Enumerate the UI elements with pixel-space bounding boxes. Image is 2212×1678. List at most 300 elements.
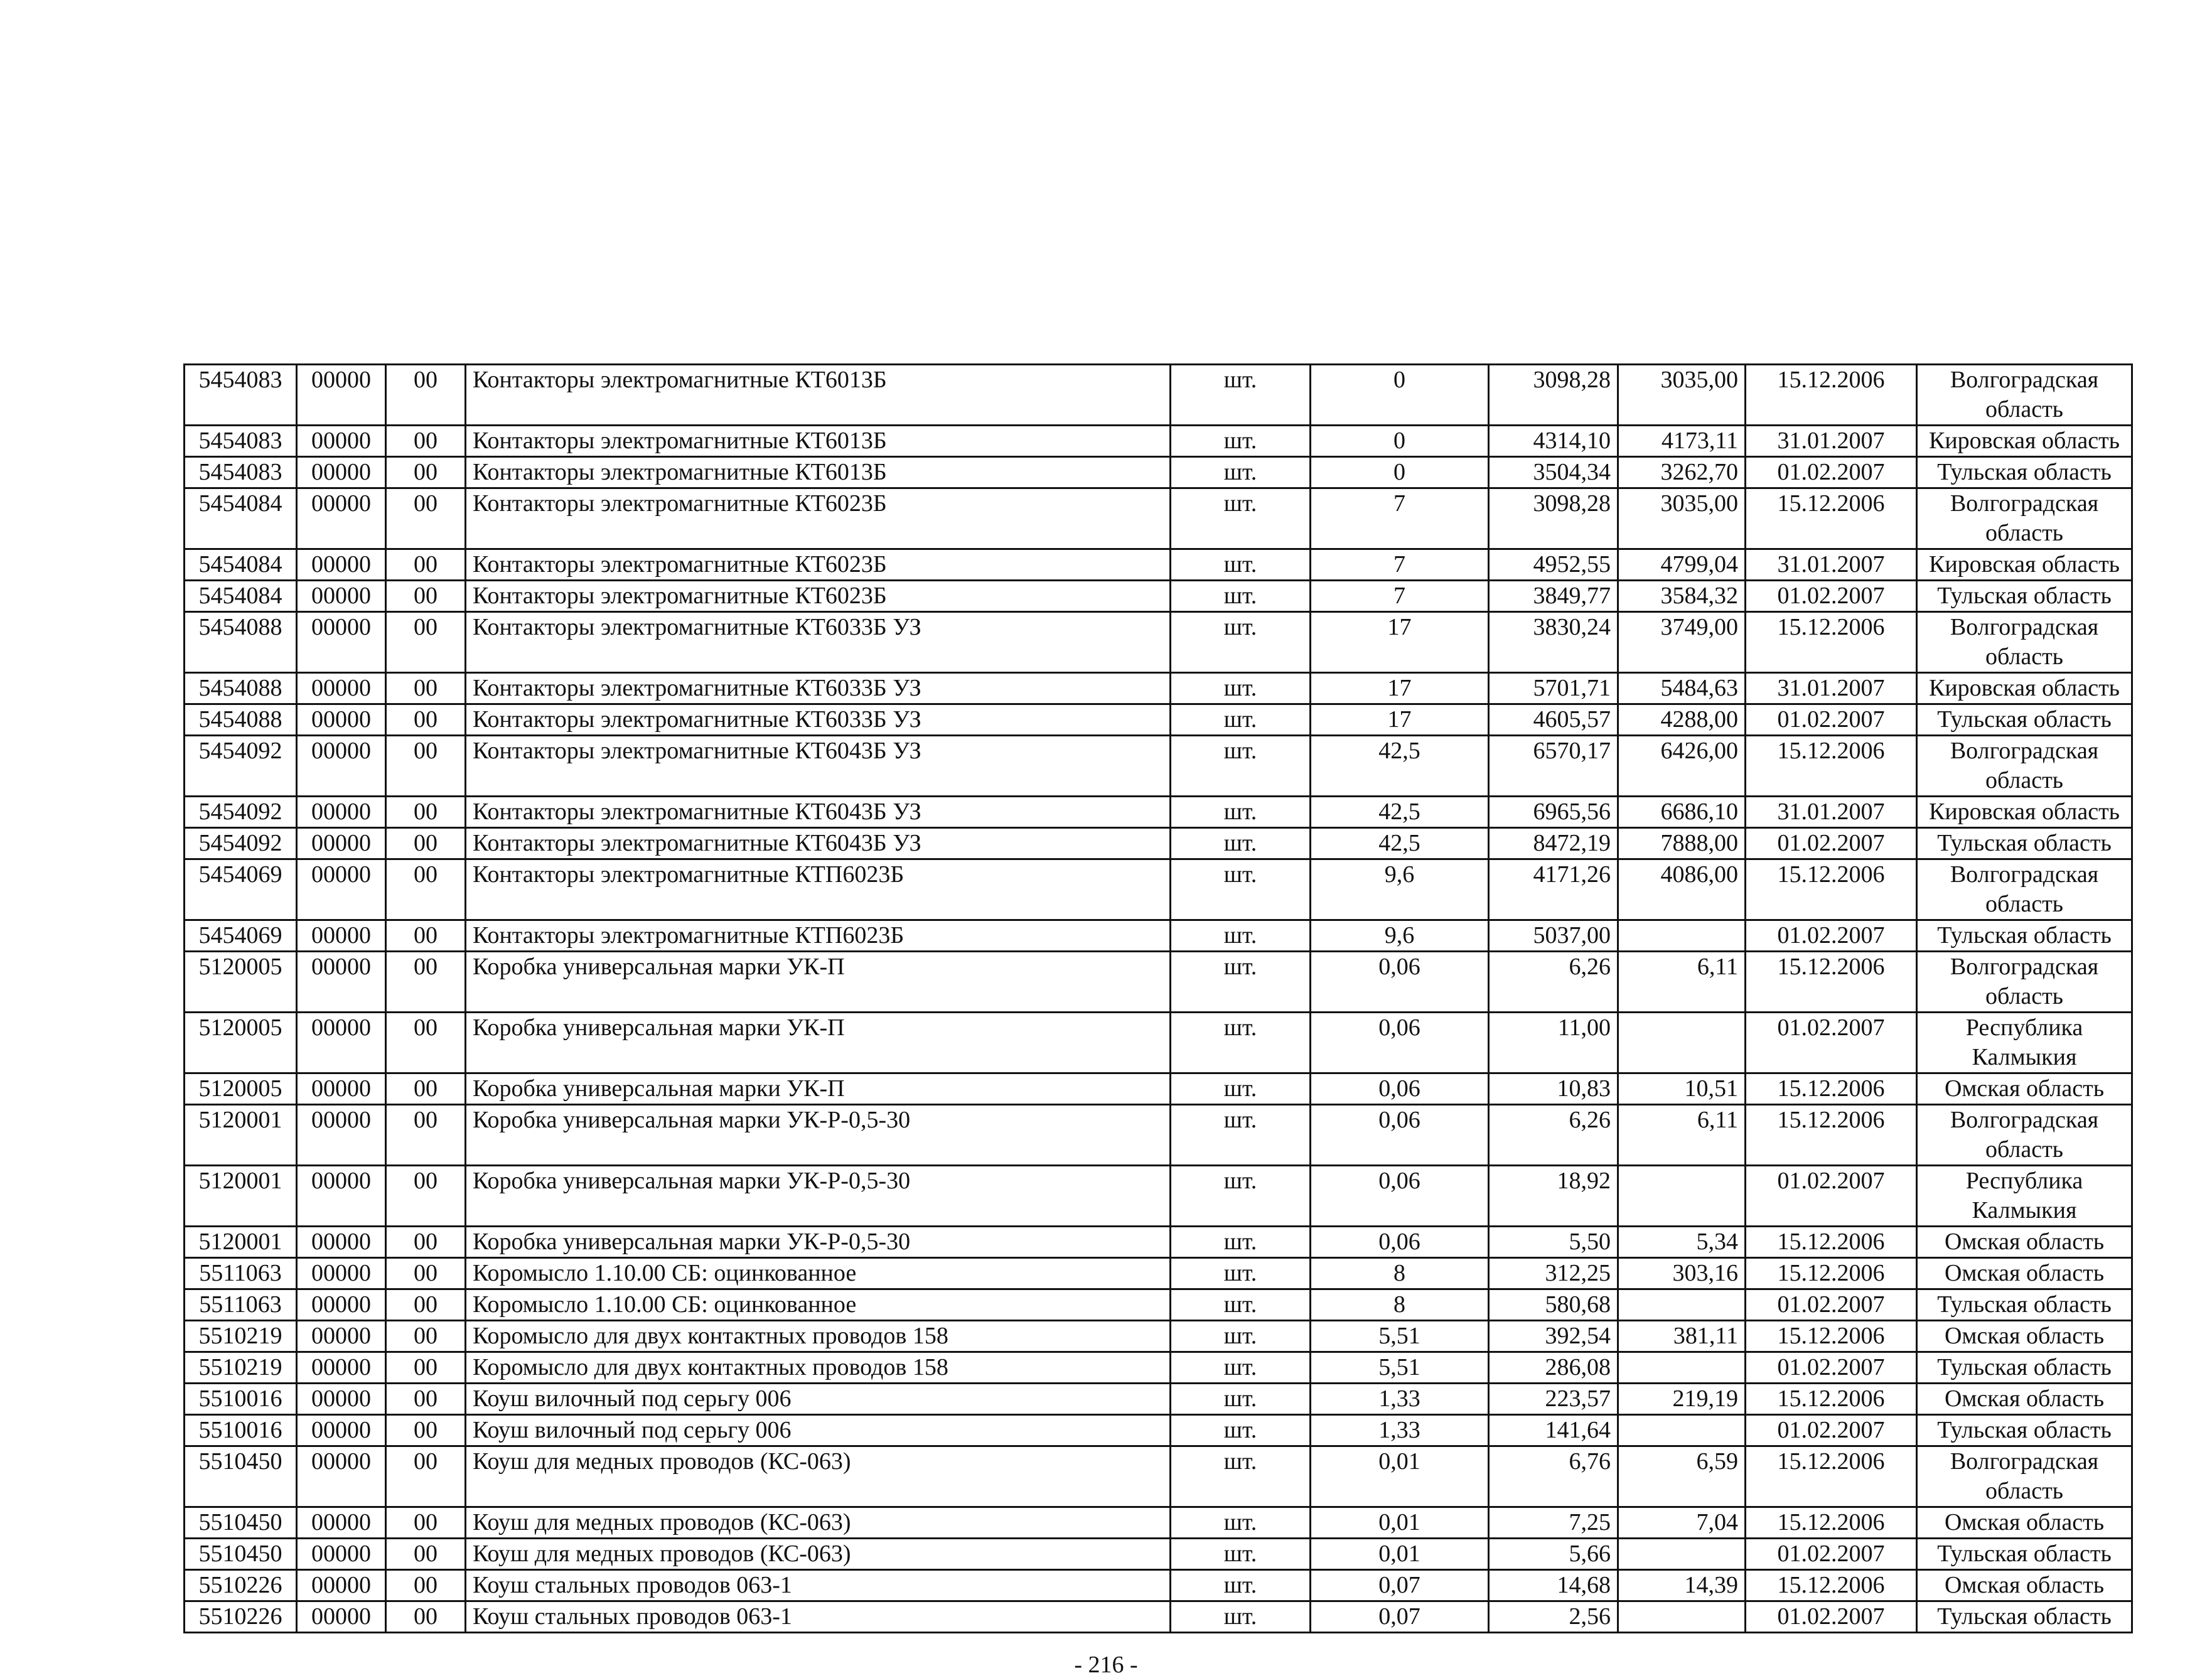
material-code-cell: 5511063 — [185, 1258, 297, 1289]
region-cell: Омская область — [1917, 1507, 2132, 1539]
table-row — [185, 1384, 2132, 1415]
table-row — [185, 736, 2132, 797]
price-alt-cell: 4288,00 — [1618, 704, 1746, 736]
material-code-cell: 5510016 — [185, 1415, 297, 1446]
region-cell: Волгоградская область — [1917, 612, 2132, 673]
group-code-cell: 00 — [386, 1258, 466, 1289]
group-code-cell: 00 — [386, 704, 466, 736]
subcode-cell: 00000 — [297, 1013, 386, 1073]
material-code-cell: 5454083 — [185, 365, 297, 426]
unit-cell: шт. — [1171, 1352, 1311, 1384]
date-cell: 15.12.2006 — [1746, 1105, 1917, 1166]
price-alt-cell — [1618, 1352, 1746, 1384]
price-cell: 7,25 — [1489, 1507, 1618, 1539]
date-cell: 01.02.2007 — [1746, 1539, 1917, 1570]
region-cell: Тульская область — [1917, 1601, 2132, 1633]
weight-cell: 1,33 — [1311, 1384, 1489, 1415]
date-cell: 01.02.2007 — [1746, 1352, 1917, 1384]
material-code-cell: 5510016 — [185, 1384, 297, 1415]
region-cell: Тульская область — [1917, 704, 2132, 736]
item-name-cell: Контакторы электромагнитные КТ6023Б — [466, 581, 1171, 612]
region-cell: Кировская область — [1917, 797, 2132, 828]
material-code-cell: 5120005 — [185, 1073, 297, 1105]
table-row — [185, 1570, 2132, 1601]
region-cell: Омская область — [1917, 1258, 2132, 1289]
price-alt-cell — [1618, 1539, 1746, 1570]
price-cell: 4314,10 — [1489, 426, 1618, 457]
table-row — [185, 1258, 2132, 1289]
weight-cell: 0 — [1311, 457, 1489, 488]
date-cell: 31.01.2007 — [1746, 549, 1917, 581]
subcode-cell: 00000 — [297, 1601, 386, 1633]
group-code-cell: 00 — [386, 1105, 466, 1166]
subcode-cell: 00000 — [297, 426, 386, 457]
group-code-cell: 00 — [386, 426, 466, 457]
price-alt-cell: 3749,00 — [1618, 612, 1746, 673]
item-name-cell: Контакторы электромагнитные КТ6033Б УЗ — [466, 673, 1171, 704]
region-cell: Республика Калмыкия — [1917, 1013, 2132, 1073]
table-row — [185, 859, 2132, 920]
price-cell: 4171,26 — [1489, 859, 1618, 920]
table-body — [185, 365, 2132, 1633]
date-cell: 15.12.2006 — [1746, 488, 1917, 549]
table-row — [185, 1289, 2132, 1321]
unit-cell: шт. — [1171, 581, 1311, 612]
price-cell: 10,83 — [1489, 1073, 1618, 1105]
unit-cell: шт. — [1171, 1105, 1311, 1166]
unit-cell: шт. — [1171, 1289, 1311, 1321]
unit-cell: шт. — [1171, 612, 1311, 673]
price-cell: 11,00 — [1489, 1013, 1618, 1073]
material-code-cell: 5510450 — [185, 1507, 297, 1539]
group-code-cell: 00 — [386, 488, 466, 549]
date-cell: 31.01.2007 — [1746, 673, 1917, 704]
unit-cell: шт. — [1171, 673, 1311, 704]
subcode-cell: 00000 — [297, 1415, 386, 1446]
table-row — [185, 1227, 2132, 1258]
price-cell: 2,56 — [1489, 1601, 1618, 1633]
price-cell: 4605,57 — [1489, 704, 1618, 736]
table-row — [185, 952, 2132, 1013]
weight-cell: 42,5 — [1311, 828, 1489, 859]
price-alt-cell — [1618, 920, 1746, 952]
region-cell: Волгоградская область — [1917, 1446, 2132, 1507]
weight-cell: 0,01 — [1311, 1539, 1489, 1570]
price-cell: 3504,34 — [1489, 457, 1618, 488]
item-name-cell: Коуш для медных проводов (КС-063) — [466, 1507, 1171, 1539]
price-alt-cell: 3262,70 — [1618, 457, 1746, 488]
material-code-cell: 5511063 — [185, 1289, 297, 1321]
item-name-cell: Коромысло для двух контактных проводов 158 — [466, 1352, 1171, 1384]
table-row — [185, 1446, 2132, 1507]
subcode-cell: 00000 — [297, 920, 386, 952]
price-cell: 3098,28 — [1489, 488, 1618, 549]
subcode-cell: 00000 — [297, 612, 386, 673]
region-cell: Волгоградская область — [1917, 952, 2132, 1013]
table-row — [185, 1352, 2132, 1384]
region-cell: Омская область — [1917, 1227, 2132, 1258]
group-code-cell: 00 — [386, 797, 466, 828]
item-name-cell: Коромысло для двух контактных проводов 158 — [466, 1321, 1171, 1352]
table-row — [185, 1073, 2132, 1105]
region-cell: Омская область — [1917, 1321, 2132, 1352]
weight-cell: 0,06 — [1311, 1013, 1489, 1073]
price-cell: 4952,55 — [1489, 549, 1618, 581]
weight-cell: 0,06 — [1311, 952, 1489, 1013]
material-code-cell: 5120005 — [185, 1013, 297, 1073]
group-code-cell: 00 — [386, 365, 466, 426]
price-alt-cell: 3035,00 — [1618, 488, 1746, 549]
group-code-cell: 00 — [386, 612, 466, 673]
price-alt-cell: 6426,00 — [1618, 736, 1746, 797]
date-cell: 01.02.2007 — [1746, 1289, 1917, 1321]
region-cell: Волгоградская область — [1917, 488, 2132, 549]
subcode-cell: 00000 — [297, 549, 386, 581]
price-cell: 5,50 — [1489, 1227, 1618, 1258]
group-code-cell: 00 — [386, 1601, 466, 1633]
item-name-cell: Коробка универсальная марки УК-Р-0,5-30 — [466, 1105, 1171, 1166]
price-cell: 6570,17 — [1489, 736, 1618, 797]
weight-cell: 42,5 — [1311, 797, 1489, 828]
table-row — [185, 797, 2132, 828]
item-name-cell: Контакторы электромагнитные КТП6023Б — [466, 920, 1171, 952]
region-cell: Омская область — [1917, 1384, 2132, 1415]
group-code-cell: 00 — [386, 1446, 466, 1507]
item-name-cell: Коробка универсальная марки УК-П — [466, 1073, 1171, 1105]
weight-cell: 9,6 — [1311, 859, 1489, 920]
weight-cell: 8 — [1311, 1289, 1489, 1321]
table-row — [185, 1166, 2132, 1227]
group-code-cell: 00 — [386, 1352, 466, 1384]
item-name-cell: Коуш для медных проводов (КС-063) — [466, 1539, 1171, 1570]
date-cell: 01.02.2007 — [1746, 920, 1917, 952]
group-code-cell: 00 — [386, 549, 466, 581]
table-row — [185, 612, 2132, 673]
table-row — [185, 1507, 2132, 1539]
price-alt-cell: 7888,00 — [1618, 828, 1746, 859]
subcode-cell: 00000 — [297, 1258, 386, 1289]
price-cell: 5,66 — [1489, 1539, 1618, 1570]
group-code-cell: 00 — [386, 1073, 466, 1105]
group-code-cell: 00 — [386, 1415, 466, 1446]
date-cell: 31.01.2007 — [1746, 797, 1917, 828]
date-cell: 01.02.2007 — [1746, 457, 1917, 488]
unit-cell: шт. — [1171, 1384, 1311, 1415]
price-alt-cell: 303,16 — [1618, 1258, 1746, 1289]
price-alt-cell — [1618, 1601, 1746, 1633]
unit-cell: шт. — [1171, 1507, 1311, 1539]
weight-cell: 1,33 — [1311, 1415, 1489, 1446]
subcode-cell: 00000 — [297, 859, 386, 920]
material-code-cell: 5454092 — [185, 797, 297, 828]
group-code-cell: 00 — [386, 920, 466, 952]
subcode-cell: 00000 — [297, 736, 386, 797]
unit-cell: шт. — [1171, 365, 1311, 426]
weight-cell: 17 — [1311, 673, 1489, 704]
item-name-cell: Контакторы электромагнитные КТ6013Б — [466, 426, 1171, 457]
price-alt-cell — [1618, 1013, 1746, 1073]
price-alt-cell — [1618, 1166, 1746, 1227]
item-name-cell: Коуш стальных проводов 063-1 — [466, 1601, 1171, 1633]
group-code-cell: 00 — [386, 1166, 466, 1227]
price-alt-cell: 6,11 — [1618, 1105, 1746, 1166]
unit-cell: шт. — [1171, 1601, 1311, 1633]
table-row — [185, 673, 2132, 704]
price-alt-cell: 4086,00 — [1618, 859, 1746, 920]
price-cell: 14,68 — [1489, 1570, 1618, 1601]
subcode-cell: 00000 — [297, 1166, 386, 1227]
price-alt-cell: 4799,04 — [1618, 549, 1746, 581]
date-cell: 01.02.2007 — [1746, 1013, 1917, 1073]
item-name-cell: Контакторы электромагнитные КТ6023Б — [466, 549, 1171, 581]
price-cell: 5701,71 — [1489, 673, 1618, 704]
group-code-cell: 00 — [386, 952, 466, 1013]
item-name-cell: Коромысло 1.10.00 СБ: оцинкованное — [466, 1289, 1171, 1321]
date-cell: 01.02.2007 — [1746, 1166, 1917, 1227]
weight-cell: 0,06 — [1311, 1166, 1489, 1227]
unit-cell: шт. — [1171, 1415, 1311, 1446]
group-code-cell: 00 — [386, 1227, 466, 1258]
item-name-cell: Контакторы электромагнитные КТ6033Б УЗ — [466, 704, 1171, 736]
date-cell: 15.12.2006 — [1746, 952, 1917, 1013]
material-code-cell: 5454092 — [185, 736, 297, 797]
weight-cell: 0,07 — [1311, 1601, 1489, 1633]
weight-cell: 7 — [1311, 581, 1489, 612]
subcode-cell: 00000 — [297, 488, 386, 549]
unit-cell: шт. — [1171, 549, 1311, 581]
price-cell: 6,76 — [1489, 1446, 1618, 1507]
table-row — [185, 1321, 2132, 1352]
subcode-cell: 00000 — [297, 1289, 386, 1321]
material-code-cell: 5454088 — [185, 612, 297, 673]
unit-cell: шт. — [1171, 1013, 1311, 1073]
price-alt-cell: 5484,63 — [1618, 673, 1746, 704]
item-name-cell: Контакторы электромагнитные КТ6043Б УЗ — [466, 797, 1171, 828]
price-cell: 6965,56 — [1489, 797, 1618, 828]
table-row — [185, 426, 2132, 457]
material-code-cell: 5510450 — [185, 1539, 297, 1570]
price-cell: 286,08 — [1489, 1352, 1618, 1384]
date-cell: 01.02.2007 — [1746, 828, 1917, 859]
material-code-cell: 5510450 — [185, 1446, 297, 1507]
weight-cell: 17 — [1311, 704, 1489, 736]
subcode-cell: 00000 — [297, 1507, 386, 1539]
weight-cell: 7 — [1311, 488, 1489, 549]
price-cell: 6,26 — [1489, 952, 1618, 1013]
weight-cell: 42,5 — [1311, 736, 1489, 797]
price-alt-cell: 4173,11 — [1618, 426, 1746, 457]
date-cell: 15.12.2006 — [1746, 1321, 1917, 1352]
unit-cell: шт. — [1171, 704, 1311, 736]
group-code-cell: 00 — [386, 1013, 466, 1073]
date-cell: 01.02.2007 — [1746, 1601, 1917, 1633]
region-cell: Тульская область — [1917, 1352, 2132, 1384]
material-code-cell: 5454088 — [185, 704, 297, 736]
price-alt-cell: 14,39 — [1618, 1570, 1746, 1601]
material-code-cell: 5510219 — [185, 1352, 297, 1384]
unit-cell: шт. — [1171, 457, 1311, 488]
table-row — [185, 488, 2132, 549]
group-code-cell: 00 — [386, 828, 466, 859]
material-code-cell: 5454084 — [185, 488, 297, 549]
group-code-cell: 00 — [386, 673, 466, 704]
weight-cell: 17 — [1311, 612, 1489, 673]
weight-cell: 7 — [1311, 549, 1489, 581]
date-cell: 15.12.2006 — [1746, 1384, 1917, 1415]
region-cell: Тульская область — [1917, 1415, 2132, 1446]
weight-cell: 0 — [1311, 365, 1489, 426]
subcode-cell: 00000 — [297, 1539, 386, 1570]
unit-cell: шт. — [1171, 952, 1311, 1013]
weight-cell: 5,51 — [1311, 1352, 1489, 1384]
price-cell: 223,57 — [1489, 1384, 1618, 1415]
group-code-cell: 00 — [386, 1507, 466, 1539]
item-name-cell: Коробка универсальная марки УК-Р-0,5-30 — [466, 1227, 1171, 1258]
date-cell: 01.02.2007 — [1746, 581, 1917, 612]
unit-cell: шт. — [1171, 1227, 1311, 1258]
item-name-cell: Коуш вилочный под серьгу 006 — [466, 1415, 1171, 1446]
group-code-cell: 00 — [386, 1289, 466, 1321]
unit-cell: шт. — [1171, 1539, 1311, 1570]
region-cell: Кировская область — [1917, 549, 2132, 581]
price-alt-cell: 7,04 — [1618, 1507, 1746, 1539]
subcode-cell: 00000 — [297, 457, 386, 488]
material-code-cell: 5454069 — [185, 859, 297, 920]
price-alt-cell — [1618, 1289, 1746, 1321]
table-row — [185, 365, 2132, 426]
material-code-cell: 5454069 — [185, 920, 297, 952]
price-alt-cell: 6686,10 — [1618, 797, 1746, 828]
group-code-cell: 00 — [386, 457, 466, 488]
price-cell: 8472,19 — [1489, 828, 1618, 859]
item-name-cell: Коромысло 1.10.00 СБ: оцинкованное — [466, 1258, 1171, 1289]
region-cell: Республика Калмыкия — [1917, 1166, 2132, 1227]
table-row — [185, 549, 2132, 581]
price-cell: 580,68 — [1489, 1289, 1618, 1321]
subcode-cell: 00000 — [297, 704, 386, 736]
subcode-cell: 00000 — [297, 1570, 386, 1601]
date-cell: 01.02.2007 — [1746, 1415, 1917, 1446]
item-name-cell: Коробка универсальная марки УК-П — [466, 952, 1171, 1013]
date-cell: 31.01.2007 — [1746, 426, 1917, 457]
region-cell: Волгоградская область — [1917, 1105, 2132, 1166]
price-table — [183, 363, 2133, 1633]
price-alt-cell: 3584,32 — [1618, 581, 1746, 612]
subcode-cell: 00000 — [297, 952, 386, 1013]
item-name-cell: Контакторы электромагнитные КТ6033Б УЗ — [466, 612, 1171, 673]
material-code-cell: 5510226 — [185, 1570, 297, 1601]
group-code-cell: 00 — [386, 581, 466, 612]
table-row — [185, 457, 2132, 488]
price-cell: 18,92 — [1489, 1166, 1618, 1227]
weight-cell: 0 — [1311, 426, 1489, 457]
subcode-cell: 00000 — [297, 1073, 386, 1105]
price-alt-cell: 6,11 — [1618, 952, 1746, 1013]
item-name-cell: Коуш вилочный под серьгу 006 — [466, 1384, 1171, 1415]
weight-cell: 5,51 — [1311, 1321, 1489, 1352]
price-alt-cell: 6,59 — [1618, 1446, 1746, 1507]
material-code-cell: 5454083 — [185, 426, 297, 457]
table-row — [185, 1601, 2132, 1633]
group-code-cell: 00 — [386, 859, 466, 920]
price-cell: 3098,28 — [1489, 365, 1618, 426]
page-number: - 216 - — [1074, 1652, 1138, 1678]
unit-cell: шт. — [1171, 736, 1311, 797]
date-cell: 15.12.2006 — [1746, 1507, 1917, 1539]
group-code-cell: 00 — [386, 736, 466, 797]
weight-cell: 0,01 — [1311, 1507, 1489, 1539]
item-name-cell: Коуш для медных проводов (КС-063) — [466, 1446, 1171, 1507]
table-row — [185, 1105, 2132, 1166]
group-code-cell: 00 — [386, 1321, 466, 1352]
date-cell: 15.12.2006 — [1746, 736, 1917, 797]
date-cell: 01.02.2007 — [1746, 704, 1917, 736]
subcode-cell: 00000 — [297, 1227, 386, 1258]
table-row — [185, 704, 2132, 736]
material-code-cell: 5120001 — [185, 1227, 297, 1258]
price-alt-cell: 10,51 — [1618, 1073, 1746, 1105]
item-name-cell: Коуш стальных проводов 063-1 — [466, 1570, 1171, 1601]
subcode-cell: 00000 — [297, 1352, 386, 1384]
table-row — [185, 581, 2132, 612]
price-cell: 141,64 — [1489, 1415, 1618, 1446]
table-row — [185, 828, 2132, 859]
group-code-cell: 00 — [386, 1539, 466, 1570]
region-cell: Омская область — [1917, 1073, 2132, 1105]
weight-cell: 0,06 — [1311, 1227, 1489, 1258]
region-cell: Волгоградская область — [1917, 736, 2132, 797]
region-cell: Волгоградская область — [1917, 365, 2132, 426]
unit-cell: шт. — [1171, 828, 1311, 859]
material-code-cell: 5120001 — [185, 1105, 297, 1166]
weight-cell: 0,06 — [1311, 1105, 1489, 1166]
unit-cell: шт. — [1171, 1258, 1311, 1289]
unit-cell: шт. — [1171, 859, 1311, 920]
subcode-cell: 00000 — [297, 581, 386, 612]
item-name-cell: Контакторы электромагнитные КТ6013Б — [466, 365, 1171, 426]
table-row — [185, 1013, 2132, 1073]
item-name-cell: Контакторы электромагнитные КТП6023Б — [466, 859, 1171, 920]
subcode-cell: 00000 — [297, 1105, 386, 1166]
table-row — [185, 1415, 2132, 1446]
material-code-cell: 5454084 — [185, 581, 297, 612]
date-cell: 15.12.2006 — [1746, 1570, 1917, 1601]
region-cell: Волгоградская область — [1917, 859, 2132, 920]
weight-cell: 0,01 — [1311, 1446, 1489, 1507]
weight-cell: 8 — [1311, 1258, 1489, 1289]
weight-cell: 9,6 — [1311, 920, 1489, 952]
price-cell: 6,26 — [1489, 1105, 1618, 1166]
item-name-cell: Коробка универсальная марки УК-П — [466, 1013, 1171, 1073]
date-cell: 15.12.2006 — [1746, 612, 1917, 673]
price-cell: 392,54 — [1489, 1321, 1618, 1352]
unit-cell: шт. — [1171, 1166, 1311, 1227]
region-cell: Кировская область — [1917, 426, 2132, 457]
price-alt-cell: 5,34 — [1618, 1227, 1746, 1258]
item-name-cell: Контакторы электромагнитные КТ6043Б УЗ — [466, 828, 1171, 859]
price-cell: 5037,00 — [1489, 920, 1618, 952]
price-alt-cell — [1618, 1415, 1746, 1446]
item-name-cell: Контакторы электромагнитные КТ6023Б — [466, 488, 1171, 549]
date-cell: 15.12.2006 — [1746, 1258, 1917, 1289]
date-cell: 15.12.2006 — [1746, 1073, 1917, 1105]
material-code-cell: 5120001 — [185, 1166, 297, 1227]
unit-cell: шт. — [1171, 426, 1311, 457]
price-cell: 3830,24 — [1489, 612, 1618, 673]
material-code-cell: 5454088 — [185, 673, 297, 704]
date-cell: 15.12.2006 — [1746, 859, 1917, 920]
subcode-cell: 00000 — [297, 1446, 386, 1507]
